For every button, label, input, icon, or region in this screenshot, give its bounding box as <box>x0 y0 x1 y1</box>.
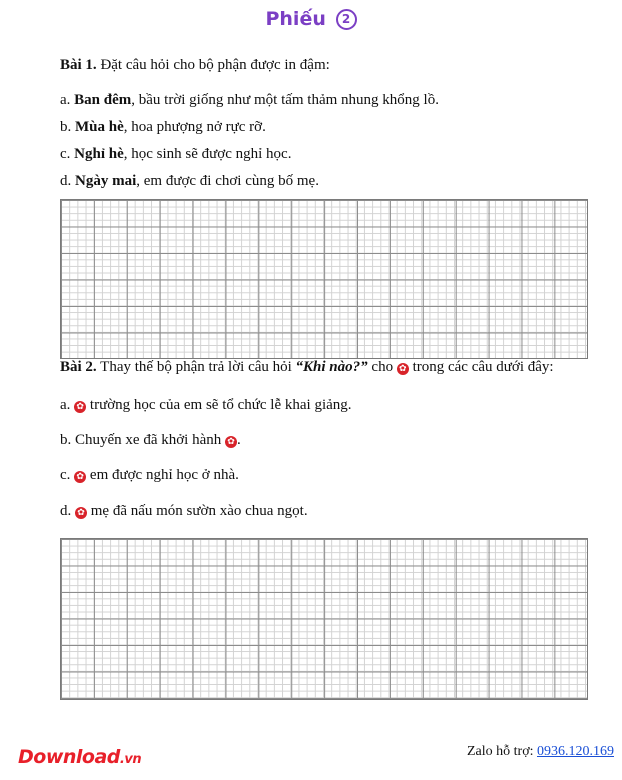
item-bold-part: Nghỉ hè <box>74 146 124 162</box>
download-vn-logo[interactable] <box>18 746 141 768</box>
item-rest: , học sinh sẽ được nghỉ học. <box>123 146 292 162</box>
exercise-2-instruction-mid: cho <box>371 359 394 375</box>
exercise-1-heading <box>60 57 330 74</box>
exercise-1-item-d <box>60 173 319 190</box>
item-rest: em được nghỉ học ở nhà. <box>89 467 239 483</box>
zalo-support <box>467 744 614 760</box>
item-rest: , bầu trời giống như một tấm thảm nhung khổng lồ. <box>131 92 439 108</box>
red-flower-icon: ✿ <box>397 363 409 375</box>
item-rest: mẹ đã nấu món sườn xào chua ngọt. <box>90 503 308 519</box>
logo-suffix-text: .vn <box>119 752 142 767</box>
exercise-2-instruction-after: trong các câu dưới đây: <box>412 359 554 375</box>
exercise-2-heading <box>60 359 554 376</box>
item-prefix: d. <box>60 503 72 519</box>
exercise-2-label: Bài 2. <box>60 359 97 375</box>
item-prefix: d. <box>60 173 72 189</box>
item-bold-part: Mùa hè <box>75 119 124 135</box>
logo-main-text: Download <box>18 746 120 768</box>
exercise-1-instruction: Đặt câu hỏi cho bộ phận được in đậm: <box>100 57 330 73</box>
red-flower-icon: ✿ <box>225 436 237 448</box>
title-text: Phiếu <box>265 8 326 30</box>
item-prefix: a. <box>60 397 71 413</box>
item-prefix: a. <box>60 92 71 108</box>
exercise-2-question: “Khi nào?” <box>295 359 368 375</box>
writing-grid-2[interactable] <box>60 538 588 700</box>
item-prefix: b. <box>60 432 72 448</box>
red-flower-icon: ✿ <box>74 401 86 413</box>
exercise-2-item-d <box>60 503 308 520</box>
support-label: Zalo hỗ trợ: <box>467 744 534 759</box>
item-rest: , hoa phượng nở rực rỡ. <box>123 119 266 135</box>
item-period: . <box>237 432 241 448</box>
exercise-2-item-a <box>60 397 352 414</box>
item-rest: , em được đi chơi cùng bố mẹ. <box>136 173 319 189</box>
item-text: Chuyến xe đã khởi hành <box>75 432 222 448</box>
item-bold-part: Ban đêm <box>74 92 132 108</box>
red-flower-icon: ✿ <box>75 507 87 519</box>
item-rest: trường học của em sẽ tổ chức lễ khai giảng. <box>89 397 352 413</box>
exercise-2-instruction-before: Thay thế bộ phận trả lời câu hỏi <box>100 359 292 375</box>
exercise-1-item-c <box>60 146 291 163</box>
exercise-2-item-b <box>60 432 241 449</box>
exercise-2-item-c <box>60 467 239 484</box>
writing-grid-1[interactable] <box>60 199 588 359</box>
page-title <box>0 8 622 30</box>
item-bold-part: Ngày mai <box>75 173 137 189</box>
exercise-1-item-a <box>60 92 439 109</box>
exercise-1-item-b <box>60 119 266 136</box>
title-number-badge: 2 <box>336 9 357 30</box>
support-phone-link[interactable]: 0936.120.169 <box>537 744 614 759</box>
exercise-1-label: Bài 1. <box>60 57 97 73</box>
item-prefix: c. <box>60 467 71 483</box>
item-prefix: b. <box>60 119 72 135</box>
red-flower-icon: ✿ <box>74 471 86 483</box>
item-prefix: c. <box>60 146 71 162</box>
